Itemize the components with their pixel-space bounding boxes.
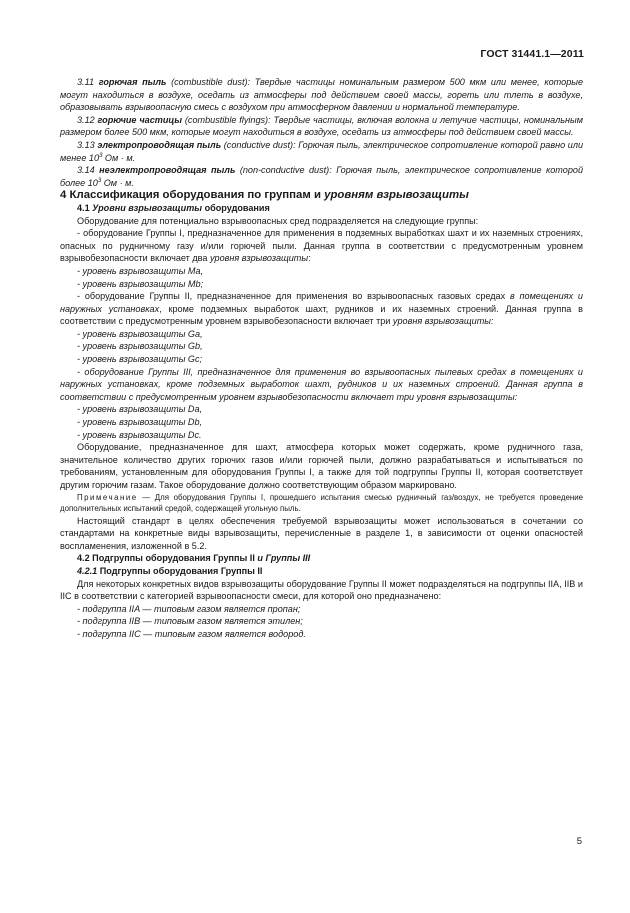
paragraph-text: , кроме подземных выработок шахт, рудников и их наземных строений. Данная группа в соответствии с предусмотренным уровнем взрывобезопасности включает три — [60, 303, 583, 327]
paragraph: Настоящий стандарт в целях обеспечения требуемой взрывозащиты может использоваться в сочетании со стандартами на конкретные виды взрывозащиты, перечисленные в разделе 1, в зависимости от оценки опасностей воспламенения, изложенной в 5.2. — [60, 515, 583, 551]
exponent: 3 — [99, 152, 103, 159]
standard-header: ГОСТ 31441.1—2011 — [480, 48, 584, 60]
term-english: (combustible flyings): — [184, 114, 271, 125]
section-4-2-1-title — [60, 565, 583, 578]
paragraph-emphasis: в помещениях и наружных установках — [60, 291, 583, 314]
term-definition: Горючая пыль, электрическое сопротивление которой равно или менее 10 — [60, 139, 584, 163]
list-item: - подгруппа IIC — типовым газом является водород. — [77, 628, 306, 639]
list-item: - уровень взрывозащиты Gb, — [77, 341, 203, 352]
term-number: 3.12 — [77, 114, 95, 125]
term-definition: Твердые частицы номинальным размером 500 мкм или менее, которые могут находиться в воздухе, оседать из атмосферы под действием своей массы, гореть или тлеть в воздухе, образовывать взрывоопасную смесь с воздухом при атмосферном давлении и нормальной температуре. — [60, 77, 584, 113]
section-4-1-title — [60, 202, 583, 215]
term-english: (conductive dust): — [223, 139, 296, 150]
term-english: (combustible dust): — [171, 77, 251, 87]
list-item: - уровень взрывозащиты Da, — [77, 404, 203, 415]
term-3-14 — [60, 164, 583, 189]
term-definition: Горючая пыль, электрическое сопротивление которой более 10 — [60, 165, 584, 188]
term-3-12 — [60, 114, 583, 139]
paragraph-text: : — [308, 253, 311, 264]
term-number: 3.14 — [77, 165, 95, 176]
subsection-emphasis: и Группы III — [257, 553, 311, 564]
list-item: - уровень взрывозащиты Gc; — [77, 354, 203, 365]
subsection-text: Подгруппы оборудования Группы II — [97, 565, 263, 576]
term-name: горючая пыль — [98, 77, 167, 87]
paragraph-group-2 — [60, 290, 583, 328]
section-title-text: 4 Классификация оборудования по группам и — [60, 189, 325, 202]
paragraph-emphasis: уровня взрывозащиты: — [392, 316, 494, 327]
note-text: — Для оборудования Группы I, прошедшего испытания смесью рудничный газ/воздух, не требуется проведение дополнительных испытаний средой, содержащей угольную пыль. — [60, 492, 583, 514]
list-item: - уровень взрывозащиты Dc. — [77, 429, 202, 440]
document-body — [60, 76, 583, 641]
term-name: электропроводящая пыль — [97, 139, 222, 150]
term-number: 3.13 — [77, 139, 95, 150]
paragraph: Оборудование, предназначенное для шахт, атмосфера которых может содержать, кроме рудничного газа, значительное количество других горючих газов и/или горючей пыли, должно разрабатываться и испытываться по требованиям, установленным для оборудования Группы I, а также для той подгруппы Группы II, которая соответствует другим горючим газам. Такое оборудование должно соответствующим образом маркировано. — [60, 442, 583, 490]
section-4-2-title — [60, 552, 583, 565]
term-number: 3.11 — [77, 77, 95, 87]
unit: Ом · м. — [101, 177, 134, 188]
subsection-text: оборудования — [202, 202, 270, 213]
list-item: - уровень взрывозащиты Ma, — [77, 265, 204, 276]
subsection-text: 4.2 Подгруппы оборудования Группы II — [77, 553, 258, 564]
subsection-number: 4.1 — [77, 202, 93, 213]
list-item: - подгруппа IIB — типовым газом является этилен; — [77, 616, 303, 627]
paragraph-group-3: - оборудование Группы III, предназначенное для применения во взрывоопасных пылевых средах в помещениях и наружных установках, кроме подземных выработок шахт, рудников и их наземных строений. Данная группа в соответствии с предусмотренным уровнем взрывобезопасности включает три уровня взрывозащиты: — [60, 366, 583, 402]
note — [60, 492, 583, 515]
paragraph-emphasis: уровня взрывозащиты — [210, 253, 309, 264]
section-title-emphasis: уровням взрывозащиты — [324, 189, 469, 202]
paragraph-text: - оборудование Группы I, предназначенное для применения в подземных выработках шахт и их наземных строениях, опасных по рудничному газу и/или горючей пыли. Данная группа в соответствии с предусмотренным уровнем взрывобезопасности включает два — [60, 228, 583, 264]
exponent: 3 — [97, 177, 102, 184]
list-item: - уровень взрывозащиты Ga, — [77, 328, 203, 339]
paragraph: Оборудование для потенциально взрывоопасных сред подразделяется на следующие группы: — [77, 215, 479, 226]
paragraph-text: - оборудование Группы II, предназначенное для применения во взрывоопасных газовых средах — [77, 291, 510, 302]
list-item: - уровень взрывозащиты Mb; — [77, 278, 204, 289]
term-name: неэлектропроводящая пыль — [99, 165, 236, 176]
term-definition: Твердые частицы, включая волокна и летучие частицы, номинальным размером более 500 мкм, которые могут находиться в воздухе, оседать из атмосферы под действием своей массы. — [60, 114, 583, 138]
subsection-emphasis: Уровни взрывозащиты — [92, 202, 203, 213]
term-3-11 — [60, 76, 583, 114]
term-english: (non-conductive dust): — [239, 165, 332, 176]
term-3-13 — [60, 139, 583, 164]
subsection-number: 4.2.1 — [77, 565, 98, 576]
unit: Ом · м. — [102, 152, 136, 163]
paragraph: Для некоторых конкретных видов взрывозащиты оборудование Группы II может подразделяться на подгруппы IIA, IIB и IIC в соответствии с категорией взрывоопасности смеси, для которой оно предназначено: — [60, 578, 583, 602]
paragraph-group-1 — [60, 227, 583, 265]
page-number: 5 — [576, 836, 582, 847]
list-item: - уровень взрывозащиты Db, — [77, 417, 203, 428]
note-label: Примечание — [77, 492, 138, 502]
section-4-title — [60, 189, 583, 202]
term-name: горючие частицы — [97, 114, 183, 125]
list-item: - подгруппа IIA — типовым газом является пропан; — [77, 603, 301, 614]
